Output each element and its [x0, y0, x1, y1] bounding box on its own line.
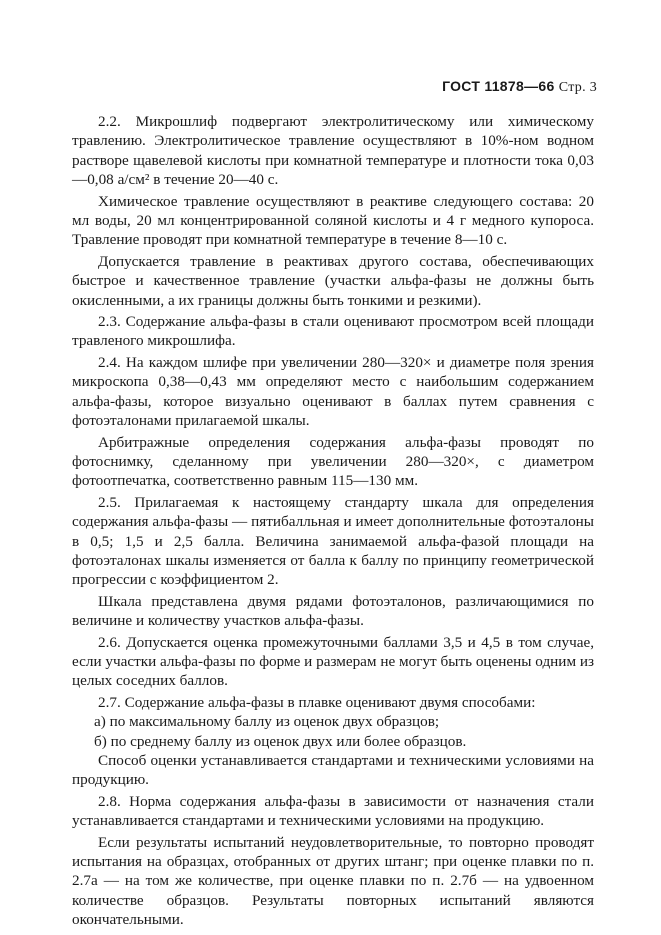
page-number: Стр. 3: [558, 80, 597, 95]
paragraph-2-2: 2.2. Микрошлиф подвергают электролитическому или химическому травлению. Электролитическое травление осуществляют в 10%-ном водном растворе щавелевой кислоты при комнатной температуре и плотности тока 0,03—0,08 а/см² в течение 20—40 с.: [72, 113, 594, 189]
paragraph-arbitration: Арбитражные определения содержания альфа-фазы проводят по фотоснимку, сделанному при увеличении 280—320×, с диаметром фотоотпечатка, соответственно равным 115—130 мм.: [72, 433, 594, 490]
paragraph-2-3: 2.3. Содержание альфа-фазы в стали оценивают просмотром всей площади травленого микрошлифа.: [72, 313, 594, 350]
paragraph-2-6: 2.6. Допускается оценка промежуточными баллами 3,5 и 4,5 в том случае, если участки альфа-фазы по форме и размерам не могут быть оценены одним из целых соседних баллов.: [72, 633, 594, 690]
paragraph-2-8: 2.8. Норма содержания альфа-фазы в зависимости от назначения стали устанавливается стандартами и техническими условиями на продукцию.: [72, 792, 594, 830]
paragraph-scale-rows: Шкала представлена двумя рядами фотоэталонов, различающимися по величине и количеству участков альфа-фазы.: [72, 592, 594, 630]
paragraph-2-4: 2.4. На каждом шлифе при увеличении 280—320× и диаметре поля зрения микроскопа 0,38—0,43 мм определяют место с наибольшим содержанием альфа-фазы, которое визуально оценивают в баллах путем сравнения с фотоэталонами прилагаемой шкалы.: [72, 353, 594, 430]
paragraph-2-7: 2.7. Содержание альфа-фазы в плавке оценивают двумя способами:: [98, 693, 536, 711]
list-item-b: б) по среднему баллу из оценок двух или более образцов.: [94, 732, 467, 750]
document-body: [72, 112, 594, 932]
paragraph-other-reagents: Допускается травление в реактивах другого состава, обеспечивающих быстрое и качественное травление (участки альфа-фазы не должны быть окисленными, а их границы должны быть тонкими и резкими).: [72, 252, 594, 309]
paragraph-chemical-etching: Химическое травление осуществляют в реактиве следующего состава: 20 мл воды, 20 мл концентрированной соляной кислоты и 4 г медного купороса. Травление проводят при комнатной температуре в течение 8—10 с.: [72, 192, 594, 249]
paragraph-method: Способ оценки устанавливается стандартами и техническими условиями на продукцию.: [72, 752, 594, 789]
paragraph-2-5: 2.5. Прилагаемая к настоящему стандарту шкала для определения содержания альфа-фазы — пятибалльная и имеет дополнительные фотоэталоны в 0,5; 1,5 и 2,5 балла. Величина занимаемой альфа-фазой площади на фотоэталонах шкалы изменяется от балла к баллу по принципу геометрической прогрессии с коэффициентом 2.: [72, 493, 594, 589]
paragraph-retest: Если результаты испытаний неудовлетворительные, то повторно проводят испытания на образцах, отобранных от других штанг; при оценке плавки по п. 2.7а — на том же количестве, при оценке плавки по п. 2.7б — на удвоенном количестве образцов. Результаты повторных испытаний являются окончательными.: [72, 833, 594, 929]
page-header: [442, 78, 597, 96]
list-item-a: а) по максимальному баллу из оценок двух образцов;: [94, 713, 440, 731]
standard-number: ГОСТ 11878—66: [442, 78, 555, 94]
